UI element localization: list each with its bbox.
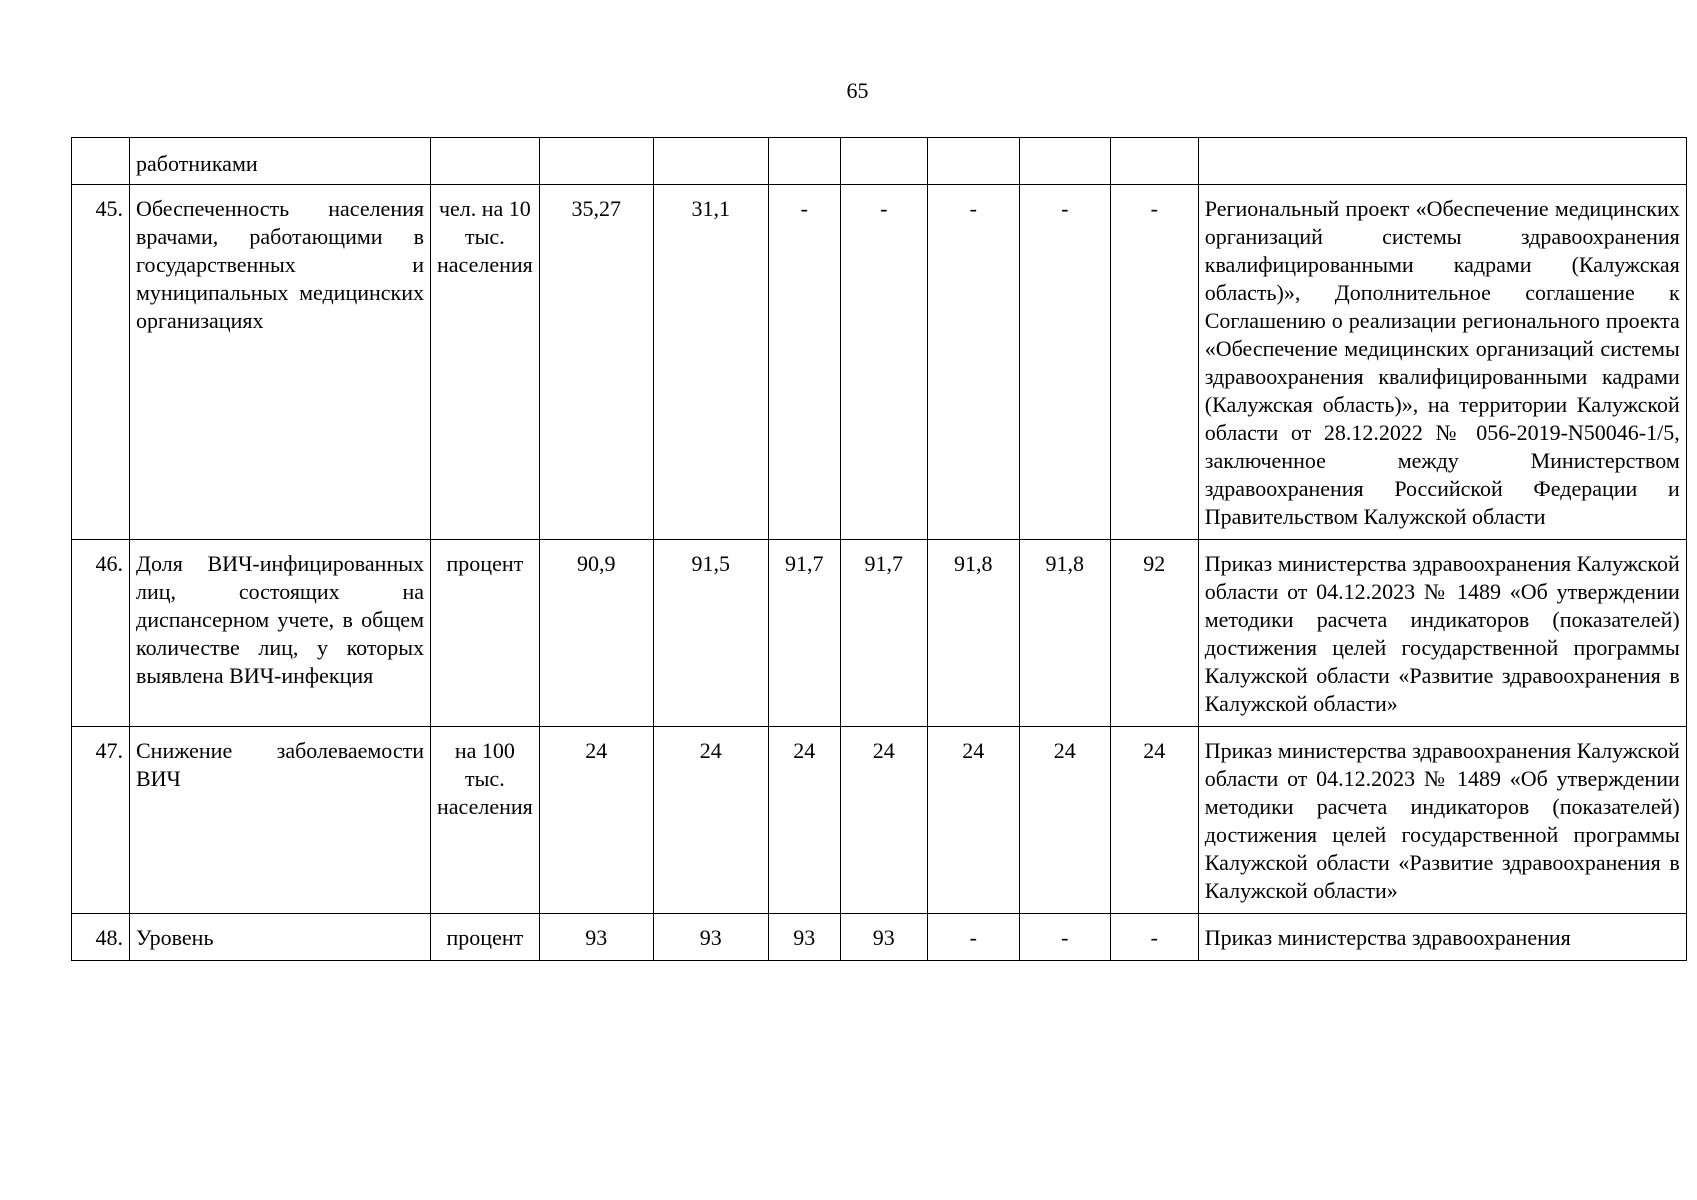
value-cell bbox=[840, 138, 927, 185]
value-cell: 24 bbox=[1019, 727, 1110, 914]
value-cell: 91,5 bbox=[653, 540, 768, 727]
value-cell: 24 bbox=[539, 727, 653, 914]
value-cell: 93 bbox=[840, 914, 927, 961]
unit-of-measure: процент bbox=[431, 914, 540, 961]
value-cell: 35,27 bbox=[539, 185, 653, 540]
table-row bbox=[72, 185, 1687, 540]
value-cell: 24 bbox=[1110, 727, 1198, 914]
source-document: Приказ министерства здравоохранения bbox=[1198, 914, 1686, 961]
table-row bbox=[72, 138, 1687, 185]
source-document: Приказ министерства здравоохранения Калужской области от 04.12.2023 № 1489 «Об утверждении методики расчета индикаторов (показателей) достижения целей государственной программы Калужской области «Развитие здравоохранения в Калужской области» bbox=[1198, 727, 1686, 914]
value-cell bbox=[539, 138, 653, 185]
value-cell bbox=[768, 138, 840, 185]
value-cell: 93 bbox=[768, 914, 840, 961]
unit-of-measure: на 100 тыс. населения bbox=[431, 727, 540, 914]
value-cell: - bbox=[1110, 185, 1198, 540]
value-cell: 91,8 bbox=[927, 540, 1019, 727]
value-cell: - bbox=[1019, 185, 1110, 540]
source-document bbox=[1198, 138, 1686, 185]
source-document: Приказ министерства здравоохранения Калужской области от 04.12.2023 № 1489 «Об утверждении методики расчета индикаторов (показателей) достижения целей государственной программы Калужской области «Развитие здравоохранения в Калужской области» bbox=[1198, 540, 1686, 727]
value-cell: - bbox=[927, 914, 1019, 961]
value-cell bbox=[1110, 138, 1198, 185]
value-cell bbox=[927, 138, 1019, 185]
table-row bbox=[72, 914, 1687, 961]
value-cell: 93 bbox=[539, 914, 653, 961]
indicator-name: Доля ВИЧ-инфицированных лиц, состоящих на диспансерном учете, в общем количестве лиц, у которых выявлена ВИЧ-инфекция bbox=[130, 540, 431, 727]
page-number: 65 bbox=[846, 78, 869, 103]
value-cell: 31,1 bbox=[653, 185, 768, 540]
value-cell: - bbox=[768, 185, 840, 540]
value-cell: 24 bbox=[768, 727, 840, 914]
row-number: 48. bbox=[72, 914, 130, 961]
unit-of-measure: чел. на 10 тыс. населения bbox=[431, 185, 540, 540]
value-cell: - bbox=[927, 185, 1019, 540]
value-cell: 91,7 bbox=[840, 540, 927, 727]
indicator-name: Обеспеченность населения врачами, работающими в государственных и муниципальных медицинских организациях bbox=[130, 185, 431, 540]
value-cell: 93 bbox=[653, 914, 768, 961]
table-row bbox=[72, 727, 1687, 914]
indicator-name: Уровень bbox=[130, 914, 431, 961]
value-cell bbox=[1019, 138, 1110, 185]
row-number: 46. bbox=[72, 540, 130, 727]
value-cell: 24 bbox=[840, 727, 927, 914]
value-cell: - bbox=[1019, 914, 1110, 961]
value-cell: - bbox=[1110, 914, 1198, 961]
value-cell: 91,7 bbox=[768, 540, 840, 727]
row-number: 45. bbox=[72, 185, 130, 540]
table-row bbox=[72, 540, 1687, 727]
value-cell: 90,9 bbox=[539, 540, 653, 727]
unit-of-measure bbox=[431, 138, 540, 185]
value-cell: 91,8 bbox=[1019, 540, 1110, 727]
source-document: Региональный проект «Обеспечение медицинских организаций системы здравоохранения квалифицированными кадрами (Калужская область)», Дополнительное соглашение к Соглашению о реализации регионального проекта «Обеспечение медицинских организаций системы здравоохранения квалифицированными кадрами (Калужская область)», на территории Калужской области от 28.12.2022 № 056-2019-N50046-1/5, заключенное между Министерством здравоохранения Российской Федерации и Правительством Калужской области bbox=[1198, 185, 1686, 540]
unit-of-measure: процент bbox=[431, 540, 540, 727]
indicators-table bbox=[71, 137, 1687, 961]
indicator-name: Снижение заболеваемости ВИЧ bbox=[130, 727, 431, 914]
row-number: 47. bbox=[72, 727, 130, 914]
value-cell: 24 bbox=[927, 727, 1019, 914]
indicator-name: работниками bbox=[130, 138, 431, 185]
value-cell: 24 bbox=[653, 727, 768, 914]
value-cell bbox=[653, 138, 768, 185]
row-number bbox=[72, 138, 130, 185]
value-cell: 92 bbox=[1110, 540, 1198, 727]
value-cell: - bbox=[840, 185, 927, 540]
